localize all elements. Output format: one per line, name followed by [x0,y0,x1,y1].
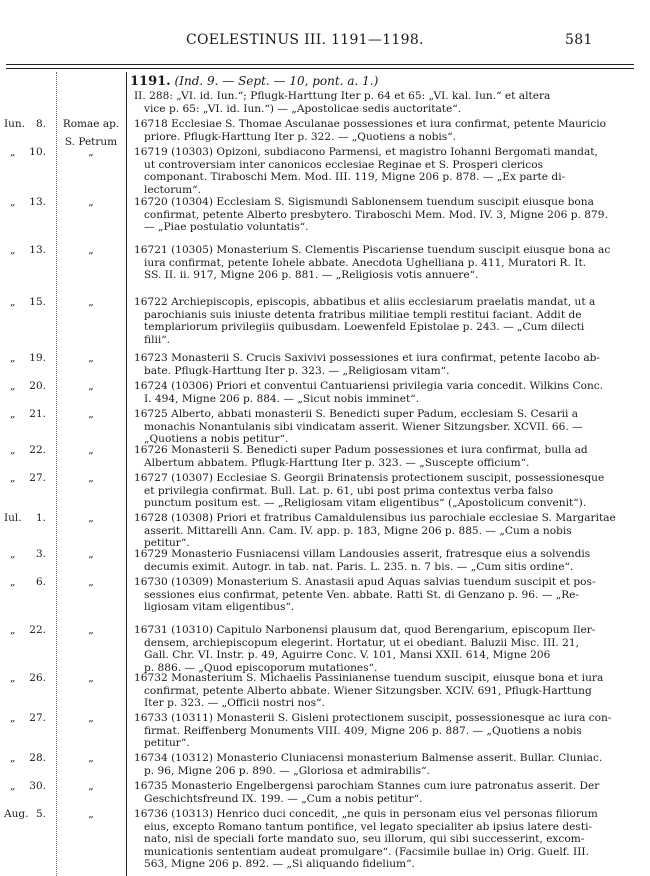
entry-date [0,752,60,766]
entry-line: densem, archiepiscopum elegerint. Hortatur, ut ei obediant. Baluzii Misc. III. 21, [144,636,580,649]
entry-place: Romae ap. [62,118,120,130]
entry-line: municationis sententiam audeat promulgare“. (Facsimile bullae in) Orig. Guelf. III. [144,845,589,858]
date-month: „ [10,576,16,588]
entry-line: iura confirmat, petente Iohele abbate. Anecdota Ughelliana p. 411, Muratori R. It. [144,256,587,269]
date-day: 10. [29,146,46,158]
entry-line: 563, Migne 206 p. 892. — „Si aliquando fidelium“. [144,858,415,871]
entry-date [0,512,60,526]
entry-line: „Quotiens a nobis petitur“. [144,433,289,446]
entry-line: Albertum abbatem. Pflugk-Harttung Iter p. 323. — „Suscepte officium“. [144,456,530,469]
entry-line: lectorum“. [144,183,201,196]
entry-place: „ [88,752,94,764]
entry-line: 16736 (10313) Henrico duci concedit, „ne quis in personam eius vel personas filiorum [134,808,598,820]
entry-line: 16730 (10309) Monasterium S. Anastasii apud Aquas salvias tuendum suscipit et pos- [134,576,596,588]
entry-line: firmat. Reiffenberg Monuments VIII. 409, Migne 206 p. 887. — „Quotiens a nobis [144,724,582,737]
entry-line: 16722 Archiepiscopis, episcopis, abbatibus et aliis ecclesiarum praelatis mandat, ut a [134,296,596,308]
entry-line: 16719 (10303) Opizoni, subdiacono Parmensi, et magistro Iohanni Bergomati mandat, [134,146,598,158]
entry-date [0,146,60,160]
entry-line: 16718 Ecclesiae S. Thomae Asculanae possessiones et iura confirmat, petente Mauricio [134,118,607,130]
indiction-label: (Ind. 9. — Sept. — 10, pont. a. 1.) [174,74,379,88]
entry-place: „ [88,408,94,420]
entry-text [134,472,630,510]
date-day: 13. [29,244,46,256]
entry-date [0,352,60,366]
entry-line: 16732 Monasterium S. Michaelis Passinianense tuendum suscipit, eiusque bona et iura [134,672,604,684]
date-month: „ [10,672,16,684]
entry-line: p. 96, Migne 206 p. 890. — „Gloriosa et admirabilis“. [144,764,430,777]
entry-line: — „Piae postulatio voluntatis“. [144,221,309,234]
date-month: „ [10,624,16,636]
entry-place: „ [88,444,94,456]
entry-line: 16727 (10307) Ecclesiae S. Georgii Brinatensis protectionem suscipit, possessionesque [134,472,605,484]
entry-text [134,444,630,469]
entry-text [134,808,630,871]
entry-place: „ [88,296,94,308]
entry-date [0,408,60,422]
date-month: „ [10,244,16,256]
entry-line: filii“. [144,333,171,346]
entry-line: 16723 Monasterii S. Crucis Saxivivi possessiones et iura confirmat, petente Iacobo ab- [134,352,601,364]
entry-line: Gall. Chr. VI. Instr. p. 49, Aguirre Conc. V. 101, Mansi XXII. 614, Migne 206 [144,649,551,662]
entry-line: bate. Pflugk-Harttung Iter p. 323. — „Religiosam vitam“. [144,364,450,377]
entry-line: 16725 Alberto, abbati monasterii S. Benedicti super Padum, ecclesiam S. Cesarii a [134,408,579,420]
entry-place: „ [88,624,94,636]
entry-line: I. 494, Migne 206 p. 884. — „Sicut nobis imminet“. [144,392,420,405]
entry-place: „ [88,380,94,392]
entry-line: punctum positum est. — „Religiosam vitam eligentibus“ („Apostolicum convenit“). [144,497,587,510]
entry-line: priore. Pflugk-Harttung Iter p. 322. — „Quotiens a nobis“. [144,130,456,143]
entry-line: Geschichtsfreund IX. 199. — „Cum a nobis petitur“. [144,792,423,805]
entry-text [134,548,630,573]
entry-line: 16733 (10311) Monasterii S. Gisleni protectionem suscipit, possessionesque ac iura con- [134,712,612,724]
entry-text [134,352,630,377]
entry-line: 16731 (10310) Capitulo Narbonensi plausum dat, quod Berengarium, episcopum Iler- [134,624,596,636]
date-month: „ [10,712,16,724]
entry-place: „ [88,244,94,256]
date-day: 30. [29,780,46,792]
entry-text [134,752,630,777]
date-month: „ [10,196,16,208]
date-day: 19. [29,352,46,364]
year-heading [130,74,378,89]
entry-date [0,808,60,822]
date-month: „ [10,752,16,764]
date-day: 28. [29,752,46,764]
date-day: 6. [35,576,46,588]
entry-line: petitur“. [144,737,190,750]
entry-line: SS. II. ii. 917, Migne 206 p. 881. — „Religiosis votis annuere“. [144,269,479,282]
entry-date [0,472,60,486]
entry-line: 16726 Monasterii S. Benedicti super Padum possessiones et iura confirmat, bulla ad [134,444,588,456]
date-day: 15. [29,296,46,308]
entry-place: „ [88,472,94,484]
entry-date [0,576,60,590]
entry-text [134,90,630,115]
entry-date [0,444,60,458]
entry-date [0,118,60,132]
entry-date [0,712,60,726]
entry-place: „ [88,512,94,524]
date-month: „ [10,444,16,456]
date-month: „ [10,380,16,392]
date-month: „ [10,352,16,364]
date-day: 27. [29,712,46,724]
date-month: „ [10,548,16,560]
date-month: „ [10,780,16,792]
header-rule-top [6,64,634,65]
entry-text [134,512,630,550]
header-rule-bottom [6,68,634,69]
entry-text [134,296,630,346]
date-day: 1. [35,512,46,524]
date-day: 22. [29,444,46,456]
entry-text [134,780,630,805]
date-month: Iul. [4,512,22,524]
page-number: 581 [565,32,593,48]
entry-line: confirmat, petente Alberto abbate. Wiener Sitzungsber. XCIV. 691, Pflugk-Harttung [144,684,592,697]
entry-place-secondary: S. Petrum [64,136,118,148]
entry-place: „ [88,808,94,820]
entry-line: 16734 (10312) Monasterio Cluniacensi monasterium Balmense asserit. Bullar. Cluniac. [134,752,603,764]
entry-text [134,118,630,143]
entry-line: templariorum privilegiis quibusdam. Loewenfeld Epistolae p. 243. — „Cum dilecti [144,321,585,334]
entry-date [0,672,60,686]
entry-line: ligiosam vitam eligentibus“. [144,601,295,614]
entry-line: vice p. 65: „VI. id. Iun.“) — „Apostolicae sedis auctoritate“. [144,102,462,115]
date-day: 3. [35,548,46,560]
entry-text [134,672,630,710]
date-day: 22. [29,624,46,636]
entry-line: et privilegia confirmat. Bull. Lat. p. 61, ubi post prima contextus verba falso [144,484,554,497]
entry-line: ut controversiam inter canonicos ecclesiae Reginae et S. Prosperi clericos [144,158,544,171]
entry-line: 16735 Monasterio Engelbergensi parochiam Stannes cum iure patronatus asserit. Der [134,780,600,792]
entry-date [0,196,60,210]
entry-place: „ [88,672,94,684]
date-day: 26. [29,672,46,684]
entry-date [0,624,60,638]
entry-text [134,576,630,614]
date-month: „ [10,146,16,158]
date-month: „ [10,296,16,308]
entry-place: „ [88,352,94,364]
entry-line: II. 288: „VI. id. Iun.“; Pflugk-Harttung Iter p. 64 et 65: „VI. kal. Iun.“ et altera [134,90,551,102]
entry-date [0,244,60,258]
entry-line: eius, excepto Romano tantum pontifice, vel legato specialiter ab ipsius latere desti- [144,820,593,833]
entry-line: sessiones eius confirmat, petente Ven. abbate. Ratti St. di Genzano p. 96. — „Re- [144,588,580,601]
entry-text [134,712,630,750]
entry-place: „ [88,712,94,724]
entry-line: componant. Tiraboschi Mem. Mod. III. 119, Migne 206 p. 878. — „Ex parte di- [144,171,566,184]
entry-text [134,244,630,282]
date-day: 20. [29,380,46,392]
entry-place: „ [88,576,94,588]
date-day: 13. [29,196,46,208]
entry-line: p. 886. — „Quod episcoporum mutationes“. [144,661,378,674]
entry-line: monachis Nonantulanis sibi vindicatam asserit. Wiener Sitzungsber. XCVII. 66. — [144,420,583,433]
entry-place: „ [88,146,94,158]
entry-line: 16728 (10308) Priori et fratribus Camaldulensibus ius parochiale ecclesiae S. Margaritae [134,512,616,524]
date-day: 5. [35,808,46,820]
entry-line: 16721 (10305) Monasterium S. Clementis Piscariense tuendum suscipit eiusque bona ac [134,244,611,256]
entry-line: asserit. Mittarelli Ann. Cam. IV. app. p. 183, Migne 206 p. 885. — „Cum a nobis [144,524,572,537]
entry-date [0,548,60,562]
date-day: 27. [29,472,46,484]
entry-date [0,780,60,794]
entry-line: nato, nisi de speciali forte mandato suo, seu illorum, qui sibi successerint, excom- [144,833,585,846]
entry-place: „ [88,548,94,560]
date-day: 21. [29,408,46,420]
entry-line: parochianis suis iniuste detenta fratribus militiae templi restitui faciant. Addit de [144,308,582,321]
entry-date [0,380,60,394]
running-title: COELESTINUS III. 1191—1198. [186,32,424,48]
date-month: Aug. [4,808,29,820]
column-divider-place [126,72,127,876]
entry-place: „ [88,196,94,208]
date-day: 8. [35,118,46,130]
entry-line: 16729 Monasterio Fusniacensi villam Landousies asserit, fratresque eius a solvendis [134,548,591,560]
entry-text [134,146,630,196]
entry-line: 16720 (10304) Ecclesiam S. Sigismundi Sablonensem tuendum suscipit eiusque bona [134,196,594,208]
entry-text [134,380,630,405]
date-month: Iun. [4,118,26,130]
entry-text [134,196,630,234]
entry-line: 16724 (10306) Priori et conventui Cantuariensi privilegia varia concedit. Wilkins Conc. [134,380,604,392]
entry-line: confirmat, petente Alberto presbytero. Tiraboschi Mem. Mod. IV. 3, Migne 206 p. 879. [144,208,608,221]
date-month: „ [10,408,16,420]
entry-place: „ [88,780,94,792]
date-month: „ [10,472,16,484]
entry-text [134,624,630,674]
entry-text [134,408,630,446]
entry-line: decumis eximit. Autogr. in tab. nat. Paris. L. 235. n. 7 bis. — „Cum sitis ordine“. [144,560,574,573]
entry-date [0,296,60,310]
year-label: 1191. [130,74,171,89]
entry-line: Iter p. 323. — „Officii nostri nos“. [144,697,325,710]
page-header [0,26,650,46]
entry-line: petitur“. [144,537,190,550]
